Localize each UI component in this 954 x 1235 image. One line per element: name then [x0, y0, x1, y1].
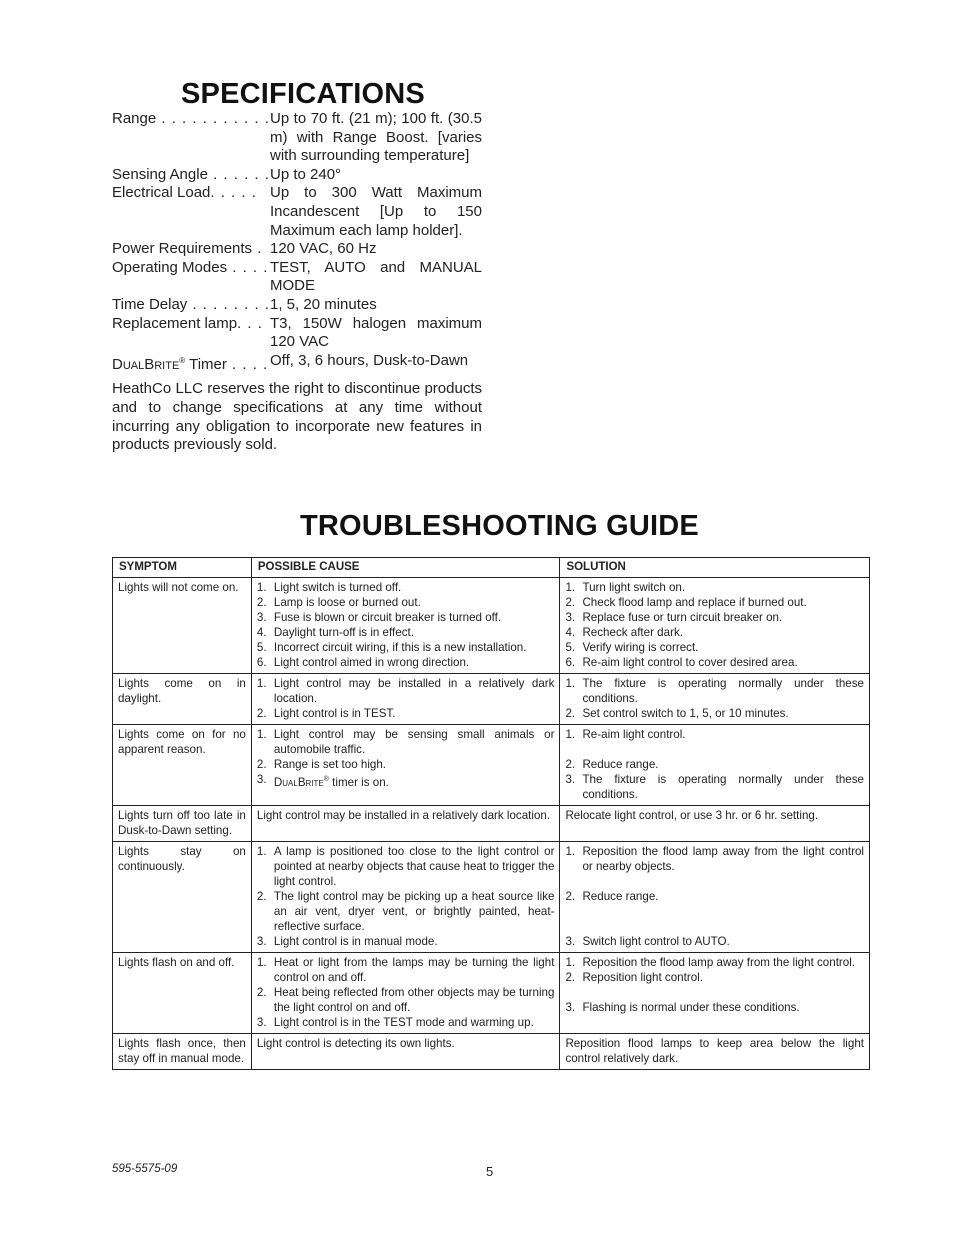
item-number: 3.	[256, 773, 267, 786]
item-text: Light control aimed in wrong direction.	[273, 656, 470, 669]
list-item	[257, 889, 555, 934]
item-number: 3.	[565, 611, 576, 624]
list-item	[565, 889, 864, 904]
cause-cell: Light control is detecting its own lights.	[251, 1034, 560, 1070]
solution-cell	[560, 578, 870, 674]
solution-list	[565, 844, 864, 949]
spec-row-operating-modes	[112, 259, 482, 296]
spec-label: Time Delay	[112, 295, 188, 313]
solution-cell	[560, 725, 870, 806]
leader-dots: . . . .	[226, 355, 269, 373]
cause-list	[257, 955, 555, 1030]
list-item	[257, 934, 555, 949]
item-text: Light switch is turned off.	[273, 581, 402, 594]
leader-dots: . . .	[237, 314, 263, 332]
item-text: Recheck after dark.	[582, 626, 683, 639]
brand-name-brite: Brite	[144, 355, 180, 373]
item-text: Reposition the flood lamp away from the light control.	[582, 956, 856, 969]
item-number: 6.	[256, 656, 267, 669]
item-text: Reposition the flood lamp away from the light control or nearby objects.	[582, 845, 864, 873]
table-row	[113, 806, 870, 842]
spec-value: Up to 70 ft. (21 m); 100 ft. (30.5 m) with Range Boost. [varies with surrounding temperature]	[270, 110, 482, 165]
list-item	[257, 985, 555, 1015]
spec-row-time-delay	[112, 296, 482, 315]
solution-list	[565, 727, 864, 802]
item-text: Reduce range.	[582, 890, 659, 903]
leader-dots: . . . . . . . .	[187, 295, 270, 313]
spec-row-electrical-load	[112, 184, 482, 240]
symptom-cell: Lights stay on continuously.	[113, 842, 252, 953]
cause-cell	[251, 725, 560, 806]
specifications-list	[112, 110, 482, 455]
item-text: Replace fuse or turn circuit breaker on.	[582, 611, 783, 624]
item-number: 1.	[565, 677, 576, 690]
cause-cell: Light control may be installed in a relatively dark location.	[251, 806, 560, 842]
item-number: 2.	[256, 758, 267, 771]
spec-row-range	[112, 110, 482, 166]
list-item	[257, 727, 555, 757]
item-text: A lamp is positioned too close to the light control or pointed at nearby objects that cause heat to trigger the light control.	[273, 845, 555, 888]
solution-cell: Reposition flood lamps to keep area below the light control relatively dark.	[560, 1034, 870, 1070]
symptom-cell: Lights come on for no apparent reason.	[113, 725, 252, 806]
spec-label: Replacement lamp	[112, 314, 238, 332]
spec-value: 120 VAC, 60 Hz	[270, 240, 377, 258]
list-item	[257, 772, 555, 790]
spec-value: Up to 300 Watt Maximum Incandescent [Up to 150 Maximum each lamp holder].	[270, 184, 482, 239]
item-text: Fuse is blown or circuit breaker is turned off.	[273, 611, 502, 624]
brand-name-brite: Brite	[297, 775, 324, 789]
table-row	[113, 578, 870, 674]
solution-cell: Relocate light control, or use 3 hr. or 6 hr. setting.	[560, 806, 870, 842]
item-text: Re-aim light control.	[582, 728, 686, 741]
brand-name-dual: Dual	[273, 775, 298, 789]
list-item	[257, 610, 555, 625]
item-text: Light control is in the TEST mode and warming up.	[273, 1016, 534, 1029]
spec-row-sensing-angle	[112, 166, 482, 185]
spec-value: TEST, AUTO and MANUAL MODE	[270, 258, 482, 295]
leader-dots: . . . . . . . . . . .	[156, 110, 270, 127]
list-item	[565, 955, 864, 970]
troubleshooting-table	[112, 557, 870, 1070]
item-number: 2.	[565, 758, 576, 771]
solution-cell	[560, 953, 870, 1034]
item-number: 5.	[565, 641, 576, 654]
leader-dots: . . . . .	[210, 184, 257, 202]
list-item	[565, 772, 864, 802]
item-number: 1.	[565, 728, 576, 741]
cause-cell	[251, 953, 560, 1034]
list-item	[565, 706, 864, 721]
item-number: 6.	[565, 656, 576, 669]
item-text: The fixture is operating normally under these conditions.	[582, 677, 864, 705]
spec-value: T3, 150W halogen maximum 120 VAC	[270, 314, 482, 351]
item-number: 2.	[565, 890, 576, 903]
spec-row-replacement-lamp	[112, 315, 482, 352]
cause-list	[257, 580, 555, 670]
page-number: 5	[486, 1164, 494, 1179]
table-row	[113, 842, 870, 953]
list-item	[565, 640, 864, 655]
list-item	[565, 610, 864, 625]
spec-label: Range	[112, 110, 157, 127]
list-item	[565, 727, 864, 742]
item-text: Light control may be sensing small animals or automobile traffic.	[273, 728, 555, 756]
list-item	[565, 1000, 864, 1015]
item-number: 1.	[565, 845, 576, 858]
registered-mark: ®	[323, 776, 329, 783]
specifications-disclaimer: HeathCo LLC reserves the right to discontinue products and to change specifications at any time without incurring any obligation to incorporate new features in products previously sold.	[112, 380, 482, 454]
item-number: 4.	[565, 626, 576, 639]
column-header-possible-cause: POSSIBLE CAUSE	[251, 558, 560, 578]
item-text: timer is on.	[328, 775, 389, 789]
cause-cell	[251, 674, 560, 725]
document-code: 595-5575-09	[112, 1163, 178, 1175]
item-text: Re-aim light control to cover desired area.	[582, 656, 798, 669]
solution-list	[565, 955, 864, 1015]
list-item	[565, 676, 864, 706]
solution-list	[565, 676, 864, 721]
table-row	[113, 953, 870, 1034]
list-item	[565, 970, 864, 985]
spec-value: Up to 240°	[270, 165, 342, 183]
item-number: 1.	[256, 956, 267, 969]
item-number: 2.	[256, 707, 267, 720]
leader-dots: . . . . . .	[207, 165, 270, 183]
spec-row-power-requirements	[112, 240, 482, 259]
list-item	[257, 757, 555, 772]
item-text: Incorrect circuit wiring, if this is a new installation.	[273, 641, 527, 654]
list-item	[257, 580, 555, 595]
symptom-cell: Lights flash once, then stay off in manual mode.	[113, 1034, 252, 1070]
list-item	[257, 595, 555, 610]
item-text: Switch light control to AUTO.	[582, 935, 730, 948]
item-text: Reduce range.	[582, 758, 659, 771]
item-text: Light control is in TEST.	[273, 707, 396, 720]
list-item	[257, 1015, 555, 1030]
item-text: Flashing is normal under these conditions.	[582, 1001, 800, 1014]
cause-list	[257, 844, 555, 949]
item-text: Heat being reflected from other objects may be turning the light control on and off.	[273, 986, 555, 1014]
item-text: Light control is in manual mode.	[273, 935, 438, 948]
item-number: 4.	[256, 626, 267, 639]
spec-label: Sensing Angle	[112, 165, 208, 183]
spec-label: Operating Modes	[112, 258, 228, 276]
item-number: 2.	[256, 986, 267, 999]
column-header-symptom: SYMPTOM	[113, 558, 252, 578]
specifications-title: SPECIFICATIONS	[181, 78, 425, 110]
cause-list	[257, 676, 555, 721]
leader-dots: . . . .	[227, 258, 269, 276]
table-header-row	[113, 558, 870, 578]
solution-cell	[560, 842, 870, 953]
item-number: 2.	[565, 707, 576, 720]
symptom-cell: Lights turn off too late in Dusk-to-Dawn setting.	[113, 806, 252, 842]
item-number: 1.	[256, 677, 267, 690]
item-text: Daylight turn-off is in effect.	[273, 626, 414, 639]
table-row	[113, 1034, 870, 1070]
symptom-cell: Lights will not come on.	[113, 578, 252, 674]
spec-label: Power Requirements	[112, 240, 253, 258]
list-item	[257, 655, 555, 670]
registered-mark: ®	[179, 355, 186, 365]
item-number: 3.	[565, 773, 576, 786]
spec-label: Timer	[185, 355, 227, 373]
spec-label: Electrical Load	[112, 184, 211, 202]
column-header-solution: SOLUTION	[560, 558, 870, 578]
list-item	[257, 676, 555, 706]
item-text: Lamp is loose or burned out.	[273, 596, 421, 609]
item-text: Reposition light control.	[582, 971, 703, 984]
item-number: 3.	[565, 935, 576, 948]
list-item	[565, 757, 864, 772]
item-text: Heat or light from the lamps may be turning the light control on and off.	[273, 956, 555, 984]
spec-row-timer	[112, 352, 482, 375]
item-number: 5.	[256, 641, 267, 654]
list-item	[565, 844, 864, 874]
item-number: 1.	[256, 845, 267, 858]
item-number: 2.	[256, 596, 267, 609]
item-number: 3.	[256, 935, 267, 948]
cause-list	[257, 727, 555, 790]
troubleshooting-title: TROUBLESHOOTING GUIDE	[300, 510, 699, 542]
cause-cell	[251, 578, 560, 674]
list-item	[565, 625, 864, 640]
item-number: 2.	[565, 596, 576, 609]
list-item	[565, 655, 864, 670]
item-text: Range is set too high.	[273, 758, 387, 771]
list-item	[257, 625, 555, 640]
spec-value: 1, 5, 20 minutes	[270, 295, 377, 313]
symptom-cell: Lights come on in daylight.	[113, 674, 252, 725]
item-number: 3.	[565, 1001, 576, 1014]
item-number: 1.	[256, 728, 267, 741]
table-row	[113, 725, 870, 806]
item-text: Check flood lamp and replace if burned out.	[582, 596, 807, 609]
list-item	[257, 844, 555, 889]
solution-cell	[560, 674, 870, 725]
item-text: The fixture is operating normally under these conditions.	[582, 773, 864, 801]
item-text: Light control may be installed in a relatively dark location.	[273, 677, 555, 705]
list-item	[257, 640, 555, 655]
item-number: 3.	[256, 611, 267, 624]
list-item	[257, 706, 555, 721]
item-number: 1.	[565, 581, 576, 594]
item-number: 2.	[565, 971, 576, 984]
item-text: Set control switch to 1, 5, or 10 minutes.	[582, 707, 789, 720]
item-number: 1.	[256, 581, 267, 594]
table-row	[113, 674, 870, 725]
list-item	[257, 955, 555, 985]
item-text: Verify wiring is correct.	[582, 641, 699, 654]
list-item	[565, 580, 864, 595]
leader-dots: .	[252, 240, 263, 258]
brand-name-dual: Dual	[112, 355, 145, 373]
item-text: The light control may be picking up a heat source like an air vent, dryer vent, or brightly painted, heat-reflective surface.	[273, 890, 555, 933]
symptom-cell: Lights flash on and off.	[113, 953, 252, 1034]
item-number: 3.	[256, 1016, 267, 1029]
solution-list	[565, 580, 864, 670]
item-number: 1.	[565, 956, 576, 969]
item-number: 2.	[256, 890, 267, 903]
list-item	[565, 595, 864, 610]
spec-value: Off, 3, 6 hours, Dusk-to-Dawn	[270, 351, 469, 369]
list-item	[565, 934, 864, 949]
item-text: Turn light switch on.	[582, 581, 686, 594]
cause-cell	[251, 842, 560, 953]
